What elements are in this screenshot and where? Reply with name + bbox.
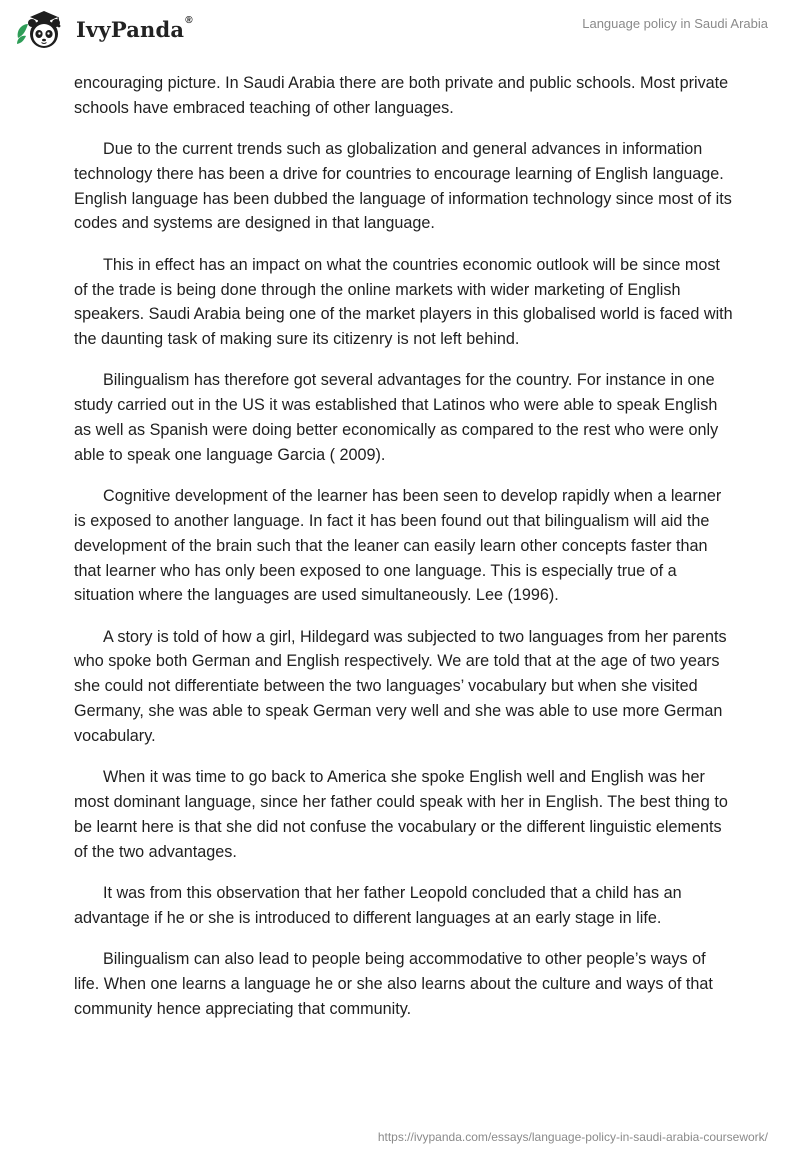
document-title: Language policy in Saudi Arabia (582, 16, 768, 31)
paragraph: Due to the current trends such as globalization and general advances in information technology there has been a drive for countries to encourage learning of English language. English language has been dubbed the language of information technology since most of its codes and systems are designed in that language. (74, 140, 732, 233)
paragraph: Bilingualism has therefore got several advantages for the country. For instance in one study carried out in the US it was established that Latinos who were able to speak English as well as Spanish were doing better economically as compared to the rest who were only able to speak one language Garcia ( 2009). (74, 371, 719, 464)
paragraph: Cognitive development of the learner has been seen to develop rapidly when a learner is exposed to another language. In fact it has been found out that bilingualism will aid the development of the brain such that the leaner can easily learn other concepts faster than that learner who has only been exposed to one language. This is especially true of a situation where the languages are used simultaneously. Lee (1996). (74, 487, 722, 605)
brand-text: IvyPanda (76, 16, 185, 42)
page-header (0, 0, 800, 60)
paragraph: encouraging picture. In Saudi Arabia there are both private and public schools. Most private schools have embraced teaching of other languages. (74, 74, 729, 117)
paragraph: A story is told of how a girl, Hildegard was subjected to two languages from her parents who spoke both German and English respectively. We are told that at the age of two years she could not differentiate between the two languages’ vocabulary but when she visited Germany, she was able to speak German very well and she was able to use more German vocabulary. (74, 627, 727, 745)
paragraph: This in effect has an impact on what the countries economic outlook will be since most of the trade is being done through the online markets with wider marketing of English speakers. Saudi Arabia being one of the market players in this globalised world is faced with the daunting task of making sure its citizenry is not left behind. (74, 255, 733, 349)
panda-graduate-icon (14, 8, 68, 50)
paragraph: Bilingualism can also lead to people being accommodative to other people’s ways of life. When one learns a language he or she also learns about the culture and ways of that community hence appreciating that community. (74, 949, 713, 1018)
brand-name (76, 14, 193, 42)
paragraph: When it was time to go back to America she spoke English well and English was her most dominant language, since her father could speak with her in English. The best thing to be learnt here is that she did not confuse the vocabulary or the different linguistic elements of the two advantages. (74, 768, 728, 861)
essay-body (74, 71, 734, 1038)
paragraph: It was from this observation that her father Leopold concluded that a child has an advantage if he or she is introduced to different languages at an early stage in life. (74, 883, 682, 927)
ivypanda-logo[interactable] (14, 8, 193, 50)
source-url[interactable]: https://ivypanda.com/essays/language-policy-in-saudi-arabia-coursework/ (377, 1130, 768, 1144)
registered-mark: ® (185, 14, 193, 26)
